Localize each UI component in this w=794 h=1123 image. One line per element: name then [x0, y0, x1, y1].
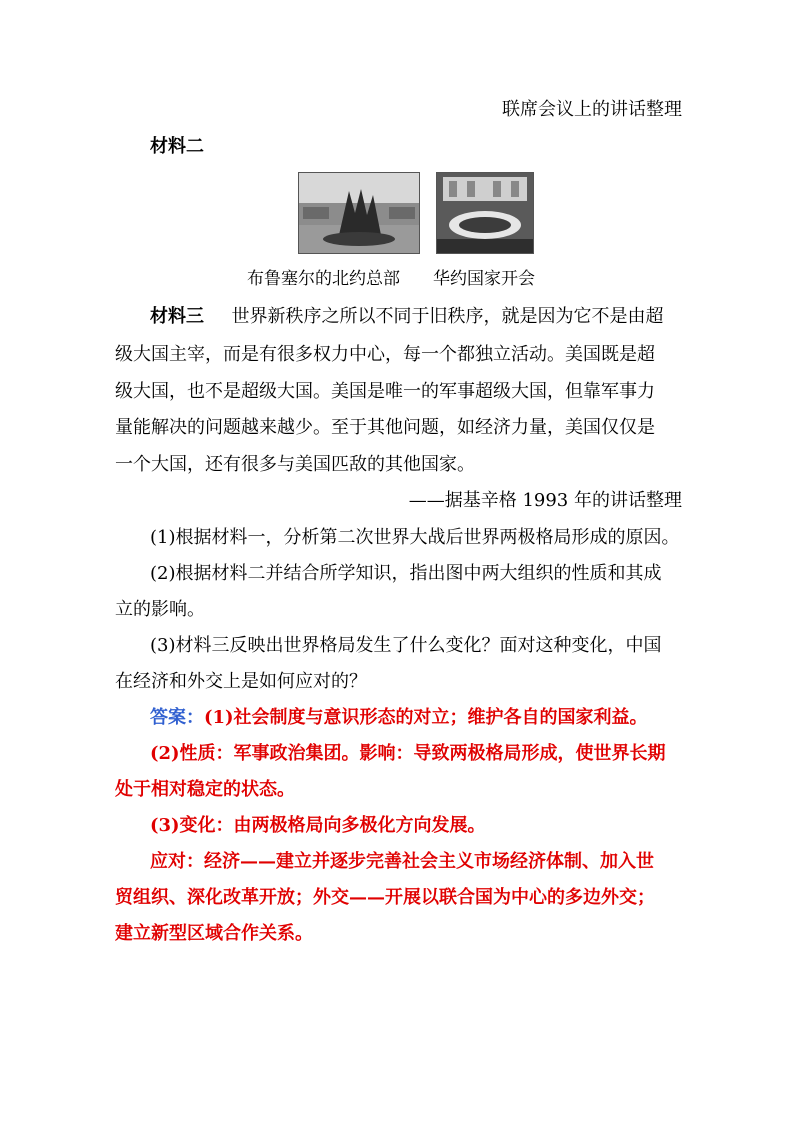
- material3-source: ——据基辛格 1993 年的讲话整理: [408, 490, 682, 511]
- material3-text-line: 级大国主宰，而是有很多权力中心，每一个都独立活动。美国既是超: [115, 344, 655, 365]
- answer-4: 应对：经济——建立并逐步完善社会主义市场经济体制、加入世: [150, 851, 654, 872]
- photo-caption-left: 布鲁塞尔的北约总部: [247, 269, 400, 289]
- question-1: (1)根据材料一，分析第二次世界大战后世界两极格局形成的原因。: [150, 527, 680, 548]
- answer-1: (1)社会制度与意识形态的对立；维护各自的国家利益。: [204, 707, 648, 728]
- question-3: (3)材料三反映出世界格局发生了什么变化？面对这种变化，中国: [150, 635, 662, 656]
- answer-3: (3)变化：由两极格局向多极化方向发展。: [150, 815, 486, 836]
- warsaw-pact-meeting-image: [437, 173, 533, 253]
- material3-text-line: 一个大国，还有很多与美国匹敌的其他国家。: [115, 454, 475, 475]
- material3-first-line: [150, 305, 663, 329]
- answer-1-line: [150, 706, 648, 730]
- answer-label: 答案：: [150, 707, 204, 728]
- answer-2-continued: 处于相对稳定的状态。: [115, 779, 295, 800]
- question-3-continued: 在经济和外交上是如何应对的？: [115, 671, 367, 692]
- warsaw-pact-meeting-photo: [436, 172, 534, 254]
- material3-text-line: 级大国，也不是超级大国。美国是唯一的军事超级大国，但靠军事力: [115, 381, 655, 402]
- nato-headquarters-photo: [298, 172, 420, 254]
- material3-text-line: 世界新秩序之所以不同于旧秩序，就是因为它不是由超: [231, 306, 664, 327]
- nato-headquarters-image: [299, 173, 419, 253]
- question-2-continued: 立的影响。: [115, 599, 205, 620]
- material3-text-line: 量能解决的问题越来越少。至于其他问题，如经济力量，美国仅仅是: [115, 417, 655, 438]
- material3-label: 材料三: [150, 306, 204, 327]
- answer-2: (2)性质：军事政治集团。影响：导致两极格局形成，使世界长期: [150, 743, 666, 764]
- answer-4-continued: 贸组织、深化改革开放；外交——开展以联合国为中心的多边外交；: [115, 887, 655, 908]
- question-2: (2)根据材料二并结合所学知识，指出图中两大组织的性质和其成: [150, 563, 662, 584]
- material2-label: 材料二: [150, 136, 204, 157]
- photo-caption-right: 华约国家开会: [433, 269, 535, 289]
- answer-4-end: 建立新型区域合作关系。: [115, 923, 313, 944]
- source-line: 联席会议上的讲话整理: [502, 99, 682, 120]
